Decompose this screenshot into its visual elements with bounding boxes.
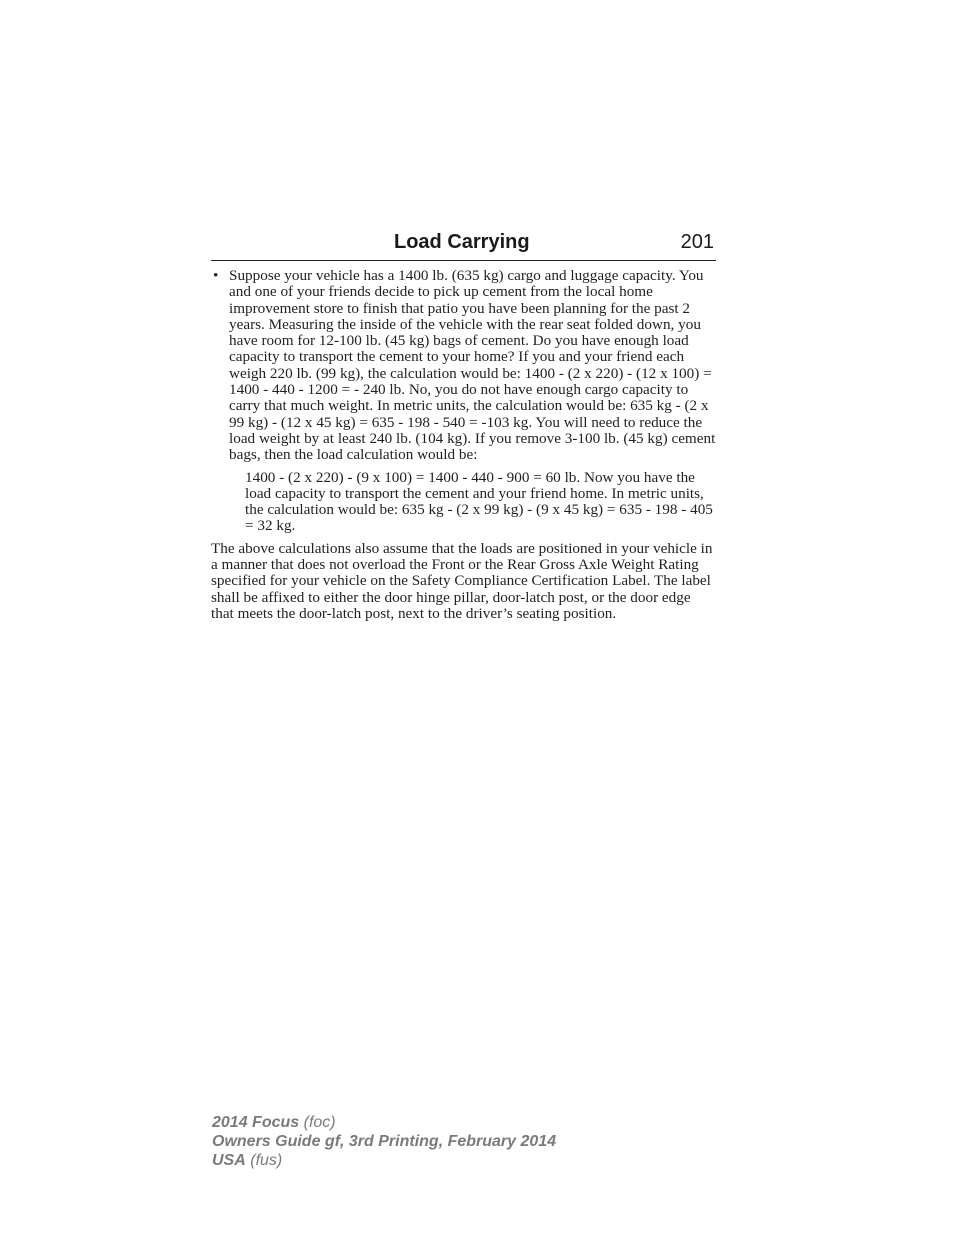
page-number: 201 (680, 231, 714, 253)
closing-paragraph: The above calculations also assume that the loads are positioned in your vehicle in a manner that does not overload the Front or the Rear Gross Axle Weight Rating specified for your vehicle on the Safety Compliance Certification Label. The label shall be affixed to either the door hinge pillar, door-latch post, or the door edge that meets the door-latch post, next to the driver’s seating position. (211, 539, 713, 622)
section-title: Load Carrying (394, 231, 530, 253)
footer-guide-line (212, 1132, 556, 1151)
list-item (211, 268, 716, 535)
footer-region-code: (fus) (250, 1152, 283, 1169)
footer-model-code: (foc) (303, 1114, 336, 1131)
footer-model-line (212, 1113, 556, 1132)
footer-region: USA (212, 1152, 246, 1169)
continuation-paragraph: 1400 - (2 x 220) - (9 x 100) = 1400 - 440 - 900 = 60 lb. Now you have the load capacity to transport the cement and your friend home. In metric units, the calculation would be: 635 kg - (2 x 99 kg) - (9 x 45 kg) = 635 - 198 - 405 = 32 kg. (245, 468, 713, 535)
bullet-paragraph: Suppose your vehicle has a 1400 lb. (635 kg) cargo and luggage capacity. You and one of your friends decide to pick up cement from the local home improvement store to finish that patio you have been planning for the past 2 years. Measuring the inside of the vehicle with the rear seat folded down, you have room for 12-100 lb. (45 kg) bags of cement. Do you have enough load capacity to transport the cement to your home? If you and your friend each weigh 220 lb. (99 kg), the calculation would be: 1400 - (2 x 220) - (12 x 100) = 1400 - 440 - 1200 = - 240 lb. No, you do not have enough cargo capacity to carry that much weight. In metric units, the calculation would be: 635 kg - (2 x 99 kg) - (12 x 45 kg) = 635 - 198 - 540 = -103 kg. You will need to reduce the load weight by at least 240 lb. (104 kg). If you remove 3-100 lb. (45 kg) cement bags, then the load calculation would be: (229, 267, 716, 464)
page-footer (212, 1113, 556, 1170)
footer-model: 2014 Focus (212, 1114, 300, 1131)
page-body (211, 268, 716, 622)
footer-guide: Owners Guide gf, 3rd Printing, February 2014 (212, 1133, 557, 1150)
footer-region-line (212, 1151, 556, 1170)
page-header (211, 228, 716, 261)
bullet-icon: • (213, 267, 219, 284)
